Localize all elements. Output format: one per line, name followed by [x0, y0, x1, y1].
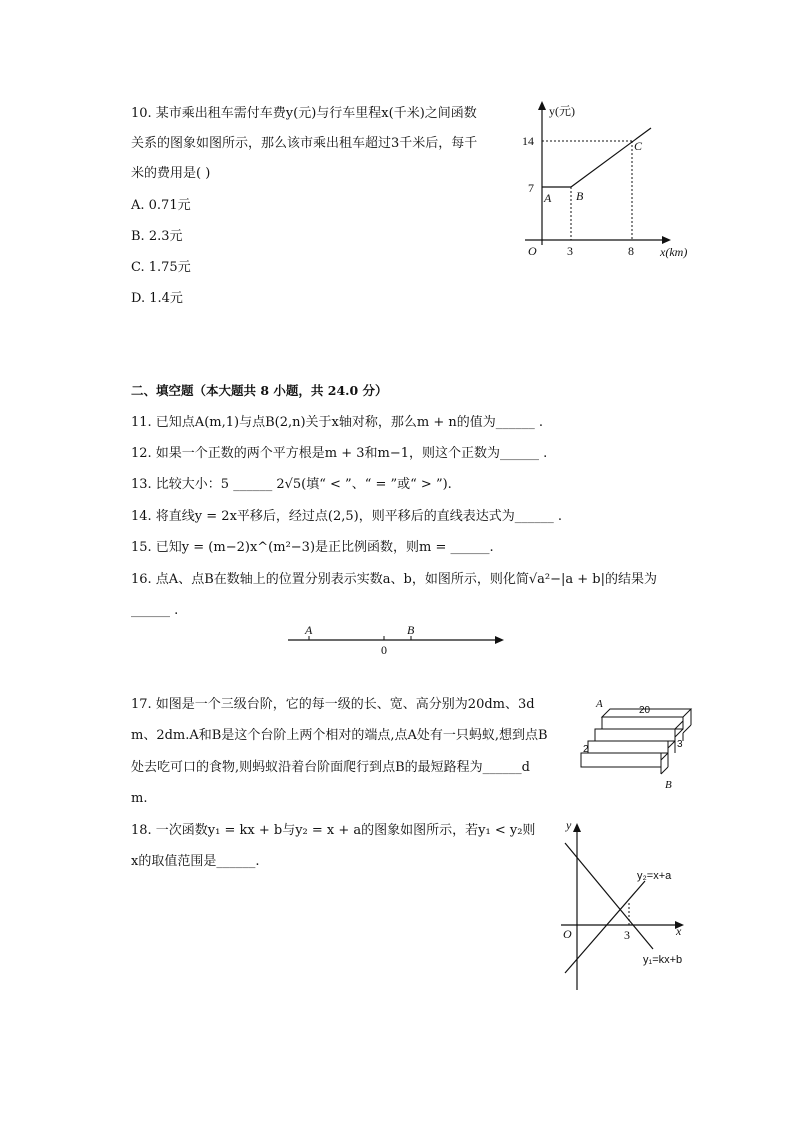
q18-line1: 18. 一次函数y₁ = kx + b与y₂ = x + a的图象如图所示，若y₁ < y₂则: [131, 823, 536, 838]
y-axis-arrow: [538, 101, 546, 110]
tick-x3: 3: [624, 928, 630, 942]
y-axis-arrow: [573, 823, 581, 832]
q16-line1: 16. 点A、点B在数轴上的位置分别表示实数a、b，如图所示，则化简√a²−|a + b|的结果为: [131, 572, 657, 587]
label-zero: 0: [381, 643, 387, 657]
q15: 15. 已知y = (m−2)x^(m²−3)是正比例函数，则m = ______.: [131, 540, 494, 555]
label-b: B: [407, 623, 415, 637]
section-heading: 二、填空题（本大题共 8 小题，共 24.0 分）: [131, 383, 388, 398]
step3-front: [602, 717, 683, 729]
q16-line2: ______ .: [131, 603, 179, 618]
q18-linear-functions-graph: [555, 815, 705, 995]
fig-label-3: 3: [677, 739, 683, 750]
q10-line2: 关系的图象如图所示，那么该市乘出租车超过3千米后，每千: [131, 136, 478, 151]
step-side-2: [683, 725, 691, 733]
tick-x8: 8: [628, 244, 634, 258]
label-y1: y₁=kx+b: [643, 954, 683, 966]
step-side-4: [661, 753, 668, 760]
q17-line1: 17. 如图是一个三级台阶，它的每一级的长、宽、高分别为20dm、3d: [131, 697, 535, 712]
step-side-1: [675, 729, 683, 737]
step-side-8: [661, 767, 668, 774]
q10-line3: 米的费用是( ): [131, 166, 211, 181]
q10-option-a: A. 0.71元: [131, 198, 191, 213]
line-y1: [565, 843, 653, 949]
y-axis-label: y: [566, 818, 572, 832]
y-axis-label: y(元): [549, 104, 575, 118]
point-b-label: B: [576, 189, 584, 203]
q10-option-c: C. 1.75元: [131, 260, 191, 275]
segment-bc: [571, 128, 651, 187]
q13: 13. 比较大小：5 ______ 2√5(填“ < ”、“ = ”或“ > ”).: [131, 477, 452, 492]
q11: 11. 已知点A(m,1)与点B(2,n)关于x轴对称，那么m + n的值为______ .: [131, 415, 543, 430]
q10-taxi-fare-graph: [515, 95, 705, 270]
q14: 14. 将直线y = 2x平移后，经过点(2,5)，则平移后的直线表达式为______ .: [131, 509, 562, 524]
q17-line2: m、2dm.A和B是这个台阶上两个相对的端点,点A处有一只蚂蚁,想到点B: [131, 728, 548, 743]
step-side-3: [668, 741, 675, 748]
step0-front: [581, 753, 661, 767]
q17-staircase-figure: [575, 695, 700, 795]
fig-label-2: 2: [583, 744, 589, 755]
label-y2: y₂=x+a: [637, 870, 672, 882]
step1-front: [588, 741, 668, 753]
point-c-label: C: [634, 139, 643, 153]
q12: 12. 如果一个正数的两个平方根是m + 3和m−1，则这个正数为______ .: [131, 446, 548, 461]
q16-number-line: [280, 620, 510, 660]
x-axis-label: x: [676, 924, 682, 938]
q10-option-b: B. 2.3元: [131, 229, 183, 244]
x-axis-arrow: [662, 236, 671, 244]
number-line-arrow: [495, 636, 504, 644]
fig-label-b: B: [665, 779, 672, 791]
origin-label: O: [563, 927, 572, 941]
fig-label-a: A: [596, 698, 603, 710]
q10-line1: 10. 某市乘出租车需付车费y(元)与行车里程x(千米)之间函数: [131, 106, 477, 121]
step2-top: [595, 721, 683, 729]
tick-14: 14: [522, 134, 534, 148]
tick-x3: 3: [567, 244, 573, 258]
tick-7: 7: [528, 181, 534, 195]
q18-line2: x的取值范围是______.: [131, 854, 260, 869]
origin-label: O: [528, 244, 537, 258]
step2-front: [595, 729, 675, 741]
q17-line4: m.: [131, 791, 148, 806]
q17-line3: 处去吃可口的食物,则蚂蚁沿着台阶面爬行到点B的最短路程为______d: [131, 760, 531, 775]
q10-option-d: D. 1.4元: [131, 291, 183, 306]
point-a-label: A: [544, 191, 552, 205]
label-a: A: [305, 623, 313, 637]
x-axis-label: x(km): [660, 245, 688, 259]
fig-label-20: 20: [639, 705, 651, 716]
